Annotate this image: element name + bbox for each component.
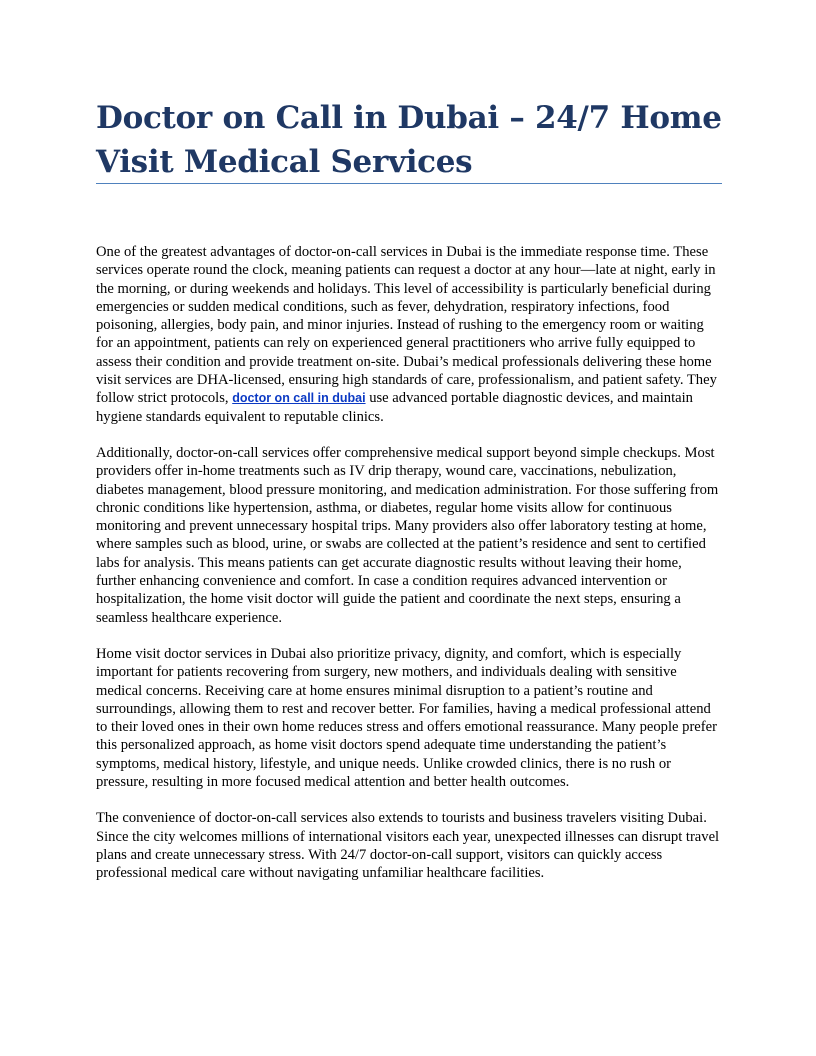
paragraph-tourists-travelers: The convenience of doctor-on-call services also extends to tourists and business travelers visiting Dubai. Since the city welcomes millions of international visitors each year, unexpected illnesses can disrupt travel plans and create unnecessary stress. With 24/7 doctor-on-call support, visitors can quickly access professional medical care without navigating unfamiliar healthcare facilities.: [96, 810, 720, 882]
doctor-on-call-link[interactable]: doctor on call in dubai: [232, 391, 366, 406]
paragraph-privacy-comfort: Home visit doctor services in Dubai also prioritize privacy, dignity, and comfort, which is especially important for patients recovering from surgery, new mothers, and individuals dealing with sensitive medical concerns. Receiving care at home ensures minimal disruption to a patient’s routine and surroundings, allowing them to rest and recover better. For families, having a medical professional attend to their loved ones in their own home reduces stress and offers emotional reassurance. Many people prefer this personalized approach, as home visit doctors spend adequate time understanding the patient’s symptoms, medical history, lifestyle, and unique needs. Unlike crowded clinics, there is no rush or pressure, resulting in more focused medical attention and better health outcomes.: [96, 645, 717, 791]
paragraph-comprehensive-support: Additionally, doctor-on-call services offer comprehensive medical support beyond simple checkups. Most providers offer in-home treatments such as IV drip therapy, wound care, vaccinations, nebulization, diabetes management, blood pressure monitoring, and medication administration. For those suffering from chronic conditions like hypertension, asthma, or diabetes, regular home visits allow for continuous monitoring and prevent unnecessary hospital trips. Many providers also offer laboratory testing at home, where samples such as blood, urine, or swabs are collected at the patient’s residence and sent to certified labs for analysis. This means patients can get accurate diagnostic results without leaving their home, further enhancing convenience and comfort. In case a condition requires advanced intervention or hospitalization, the home visit doctor will guide the patient and coordinate the next steps, ensuring a seamless healthcare experience.: [96, 444, 719, 626]
paragraph-1-text-before-link: One of the greatest advantages of doctor-on-call services in Dubai is the immediate response time. These services operate round the clock, meaning patients can request a doctor at any hour—late at night, early in the morning, or during weekends and holidays. This level of accessibility is particularly beneficial during emergencies or sudden medical conditions, such as fever, dehydration, respiratory infections, food poisoning, allergies, body pain, and minor injuries. Instead of rushing to the emergency room or waiting for an appointment, patients can rely on experienced general practitioners who arrive fully equipped to assess their condition and provide treatment on-site. Dubai’s medical professionals delivering these home visit services are DHA-licensed, ensuring high standards of care, professionalism, and patient safety. They follow strict protocols,: [96, 244, 717, 407]
paragraph-1-text-after-link: use advanced portable diagnostic devices, and maintain hygiene standards equivalent to reputable clinics.: [96, 390, 693, 425]
document-body: [96, 243, 722, 901]
paragraph-response-time: [96, 243, 722, 426]
page-title: Doctor on Call in Dubai – 24/7 Home Visit Medical Services: [96, 100, 722, 180]
title-underline-divider: [96, 183, 722, 184]
